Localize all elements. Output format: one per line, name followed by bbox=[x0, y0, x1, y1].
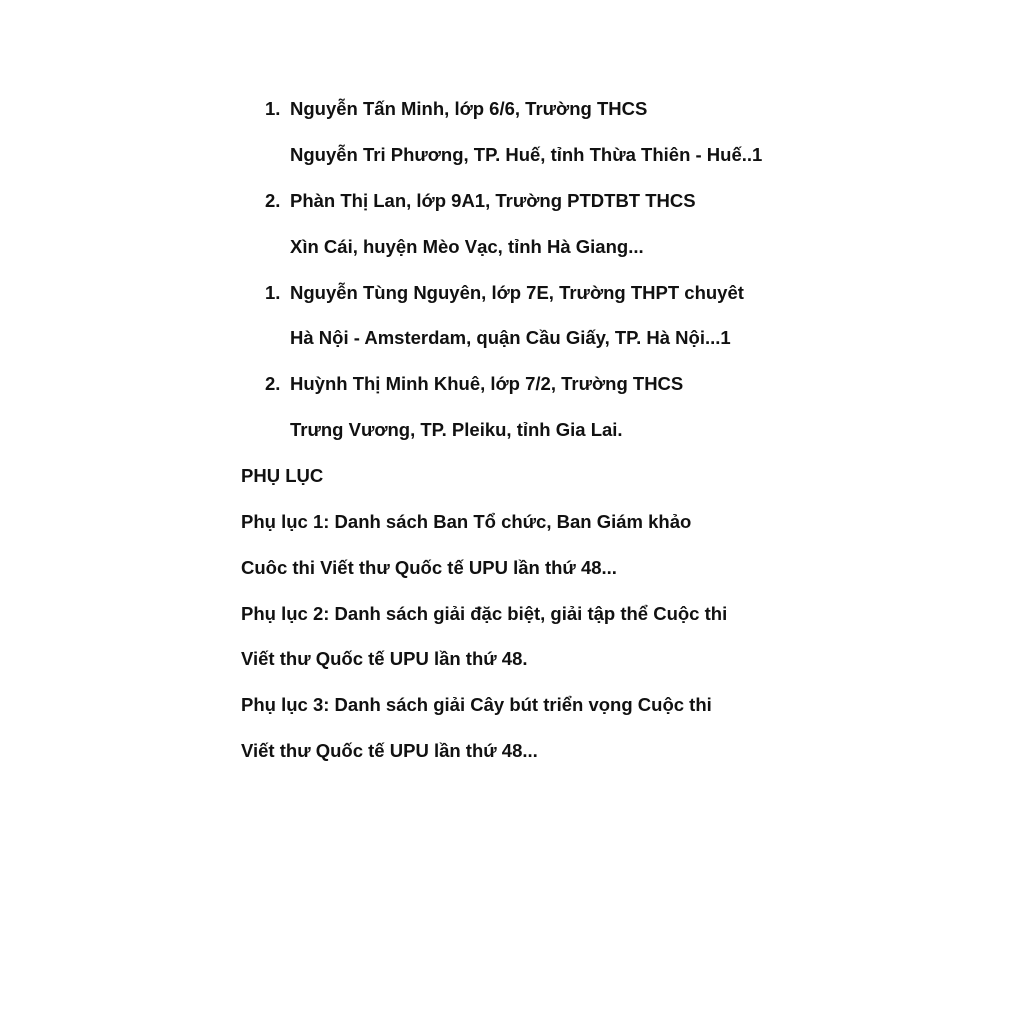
entry-number: 1. bbox=[265, 282, 281, 303]
entry-text-line1: Phàn Thị Lan, lớp 9A1, Trường PTDTBT THCS bbox=[290, 190, 696, 211]
appendix-text-line2: Cuôc thi Viết thư Quốc tế UPU lần thứ 48... bbox=[241, 557, 617, 578]
entry-text-line2: Xìn Cái, huyện Mèo Vạc, tỉnh Hà Giang... bbox=[290, 236, 644, 257]
appendix-text-line2: Viết thư Quốc tế UPU lần thứ 48... bbox=[241, 740, 538, 761]
entry-text-line2: Trưng Vương, TP. Pleiku, tỉnh Gia Lai. bbox=[290, 419, 623, 440]
entry-number: 2. bbox=[265, 190, 281, 211]
appendix-text-line1: Phụ lục 3: Danh sách giải Cây bút triển vọng Cuộc thi bbox=[241, 694, 712, 715]
entry-text-line1: Nguyễn Tấn Minh, lớp 6/6, Trường THCS bbox=[290, 98, 648, 119]
entry-text-line2: Hà Nội - Amsterdam, quận Cầu Giấy, TP. Hà Nội...1 bbox=[290, 327, 731, 348]
entry-text-line2: Nguyễn Tri Phương, TP. Huế, tỉnh Thừa Thiên - Huế..1 bbox=[290, 144, 763, 165]
entry-number: 1. bbox=[265, 98, 281, 119]
appendix-heading-text: PHỤ LỤC bbox=[241, 465, 324, 486]
appendix-text-line2: Viết thư Quốc tế UPU lần thứ 48. bbox=[241, 648, 528, 669]
entry-text-line1: Nguyễn Tùng Nguyên, lớp 7E, Trường THPT chuyêt bbox=[290, 282, 744, 303]
entry-number: 2. bbox=[265, 373, 281, 394]
entry-text-line1: Huỳnh Thị Minh Khuê, lớp 7/2, Trường THCS bbox=[290, 373, 684, 394]
appendix-text-line1: Phụ lục 1: Danh sách Ban Tổ chức, Ban Giám khảo bbox=[241, 511, 692, 532]
appendix-text-line1: Phụ lục 2: Danh sách giải đặc biệt, giải tập thể Cuộc thi bbox=[241, 603, 728, 624]
